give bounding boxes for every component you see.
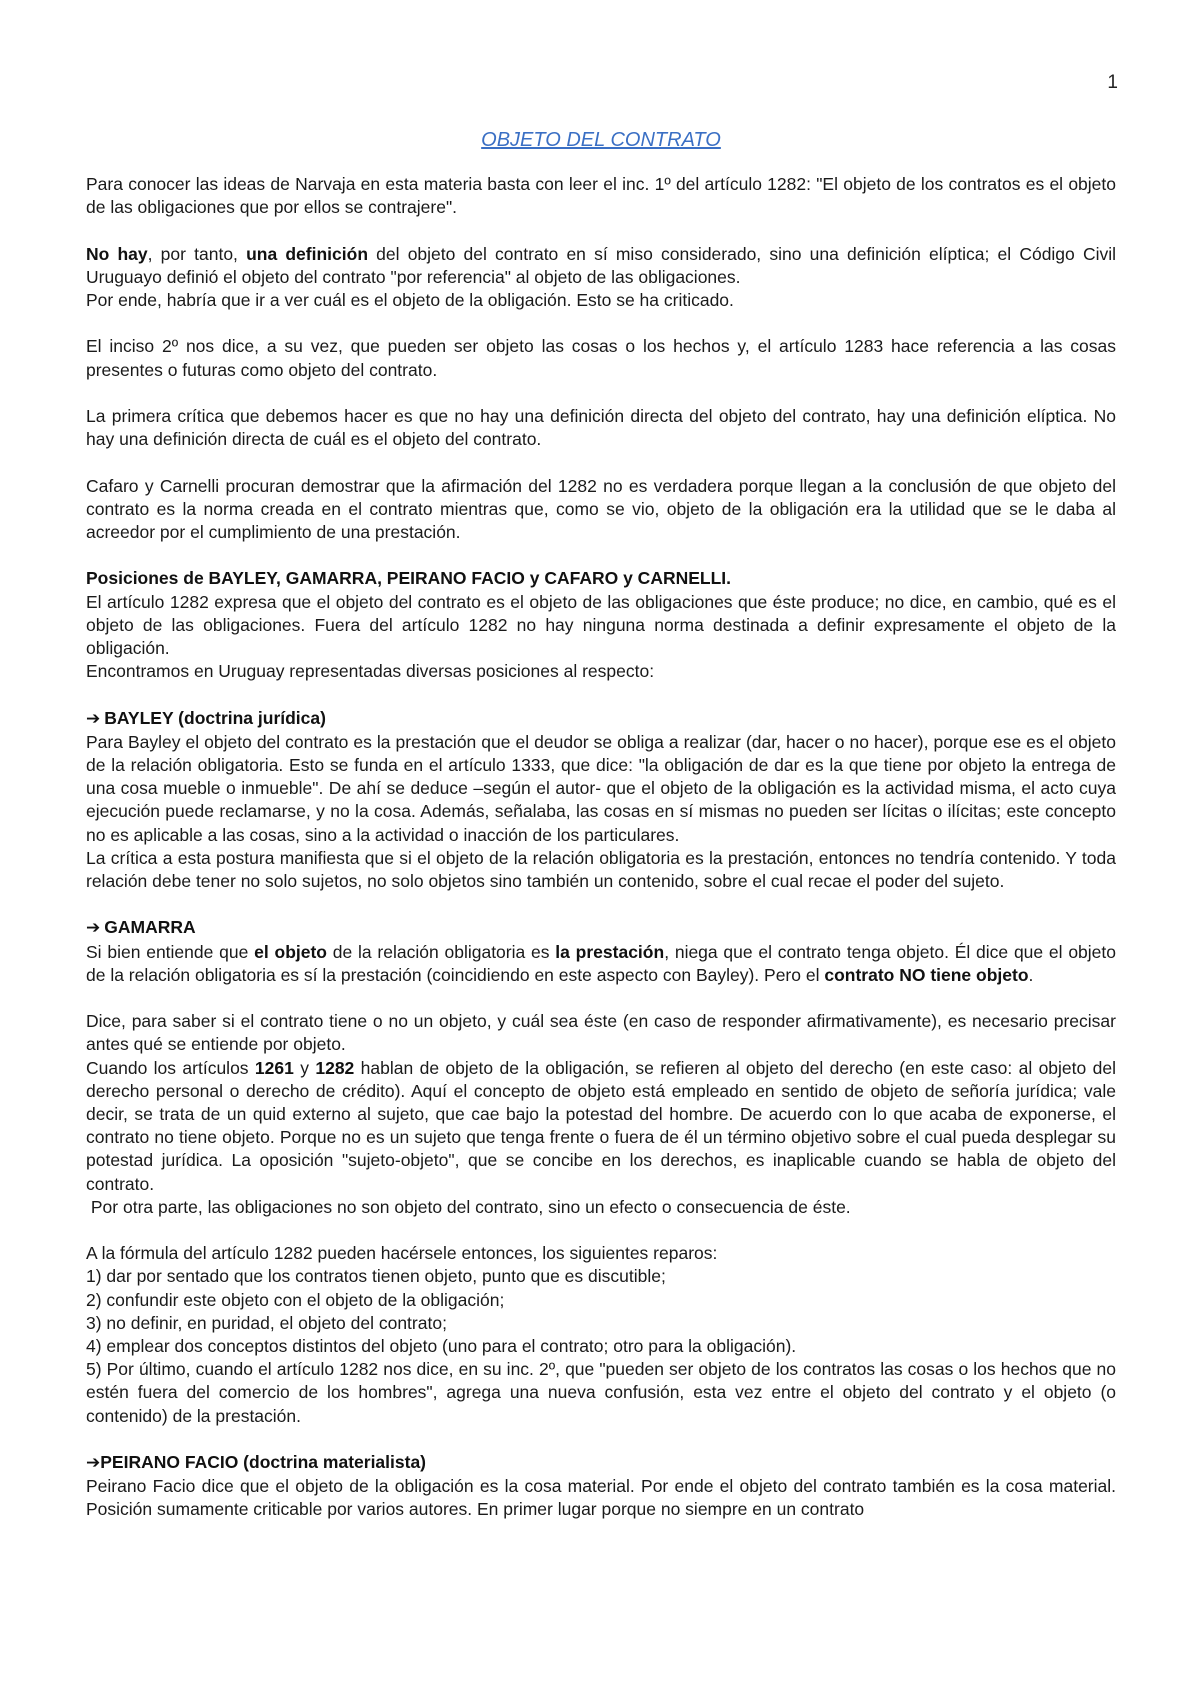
paragraph-gamarra-3: Cuando los artículos 1261 y 1282 hablan de objeto de la obligación, se refieren al objeto del derecho (en este caso: al objeto del derecho personal o derecho de crédito). Aquí el concepto de objeto está empleado en sentido de objeto de señoría jurídica; vale decir, se trata de un quid externo al sujeto, que cae bajo la potestad del hombre. De acuerdo con lo que acaba de exponerse, el contrato no tiene objeto. Porque no es un sujeto que tenga frente o fuera de él un término objetivo sobre el cual pueda desplegar su potestad jurídica. La oposición "sujeto-objeto", que se concibe en los derechos, es inaplicable cuando se habla de objeto del contrato. (86, 1057, 1116, 1194)
paragraph-gamarra-1: Si bien entiende que el objeto de la relación obligatoria es la prestación, niega que el contrato tenga objeto. Él dice que el objeto de la relación obligatoria es sí la prestación (coincidiendo en este aspecto con Bayley). Pero el contrato NO tiene objeto. (86, 941, 1117, 985)
paragraph-posiciones-2: Encontramos en Uruguay representadas diversas posiciones al respecto: (86, 661, 655, 682)
document-body (86, 128, 1116, 1522)
paragraph-intro: Para conocer las ideas de Narvaja en esta materia basta con leer el inc. 1º del artículo 1282: "El objeto de los contratos es el objeto de las obligaciones que por ellos se contrajere". (86, 174, 1116, 218)
paragraph-reparos-intro: A la fórmula del artículo 1282 pueden hacérsele entonces, los siguientes reparos: (86, 1243, 718, 1264)
paragraph-primera-critica: La primera crítica que debemos hacer es que no hay una definición directa del objeto del contrato, hay una definición elíptica. No hay una definición directa de cuál es el objeto del contrato. (86, 405, 1116, 450)
paragraph-inciso: El inciso 2º nos dice, a su vez, que pueden ser objeto las cosas o los hechos y, el artículo 1283 hace referencia a las cosas presentes o futuras como objeto del contrato. (86, 336, 1116, 380)
arrow-right-icon: ➔ (86, 708, 101, 729)
arrow-right-icon: ➔ (86, 1453, 101, 1474)
list-item: 2) confundir este objeto con el objeto de la obligación; (86, 1289, 505, 1310)
page-number: 1 (1107, 72, 1118, 93)
bold-una-definicion: una definición (246, 243, 369, 264)
paragraph-gamarra-4: Por otra parte, las obligaciones no son objeto del contrato, sino un efecto o consecuencia de éste. (86, 1196, 851, 1217)
document-title: OBJETO DEL CONTRATO (481, 129, 721, 151)
paragraph-posiciones-1: El artículo 1282 expresa que el objeto del contrato es el objeto de las obligaciones que éste produce; no dice, en cambio, qué es el objeto de las obligaciones. Fuera del artículo 1282 no hay ninguna norma destinada a definir expresamente el objeto de la obligación. (86, 591, 1116, 658)
section-heading-posiciones: Posiciones de BAYLEY, GAMARRA, PEIRANO FACIO y CAFARO y CARNELLI. (86, 568, 732, 589)
section-heading-bayley: ➔ BAYLEY (doctrina jurídica) (86, 707, 1116, 731)
list-item: 4) emplear dos conceptos distintos del objeto (uno para el contrato; otro para la obligación). (86, 1336, 797, 1357)
arrow-right-icon: ➔ (86, 918, 101, 939)
bold-no-hay: No hay (86, 243, 148, 264)
list-item: 5) Por último, cuando el artículo 1282 nos dice, en su inc. 2º, que "pueden ser objeto de los contratos las cosas o los hechos que no estén fuera del comercio de los hombres", agrega una nueva confusión, esta vez entre el objeto del contrato y el objeto (o contenido) de la prestación. (86, 1359, 1116, 1426)
paragraph-cafaro: Cafaro y Carnelli procuran demostrar que la afirmación del 1282 no es verdadera porque llegan a la conclusión de que objeto del contrato es la norma creada en el contrato mientras que, como se vio, objeto de la obligación era la utilidad que se le daba al acreedor por el cumplimiento de una prestación. (86, 475, 1116, 542)
paragraph-gamarra-2: Dice, para saber si el contrato tiene o no un objeto, y cuál sea éste (en caso de responder afirmativamente), es necesario precisar antes qué se entiende por objeto. (86, 1011, 1116, 1055)
section-heading-gamarra: ➔ GAMARRA (86, 916, 1116, 940)
paragraph-bayley-2: La crítica a esta postura manifiesta que si el objeto de la relación obligatoria es la prestación, entonces no tendría contenido. Y toda relación debe tener no solo sujetos, no solo objetos sino también un contenido, sobre el cual recae el poder del sujeto. (86, 847, 1116, 891)
paragraph-definition: No hay, por tanto, una definición del objeto del contrato en sí miso considerado, sino una definición elíptica; el Código Civil Uruguayo definió el objeto del contrato "por referencia" al objeto de las obligaciones. (86, 243, 1116, 287)
paragraph-peirano-1: Peirano Facio dice que el objeto de la obligación es la cosa material. Por ende el objeto del contrato también es la cosa material. Posición sumamente criticable por varios autores. En primer lugar porque no siempre en un contrato (86, 1476, 1116, 1520)
section-heading-peirano: ➔PEIRANO FACIO (doctrina materialista) (86, 1451, 1116, 1475)
paragraph-bayley-1: Para Bayley el objeto del contrato es la prestación que el deudor se obliga a realizar (dar, hacer o no hacer), porque ese es el objeto de la relación obligatoria. Esto se funda en el artículo 1333, que dice: "la obligación de dar es la que tiene por objeto la entrega de una cosa mueble o inmueble". De ahí se deduce –según el autor- que el objeto de la obligación es la actividad misma, el acto cuya ejecución puede reclamarse, y no la cosa. Además, señalaba, las cosas en sí mismas no pueden ser lícitas o ilícitas; este concepto no es aplicable a las cosas, sino a la actividad o inacción de los particulares. (86, 731, 1116, 845)
list-item: 1) dar por sentado que los contratos tienen objeto, punto que es discutible; (86, 1266, 666, 1287)
list-item: 3) no definir, en puridad, el objeto del contrato; (86, 1312, 447, 1333)
paragraph-por-ende: Por ende, habría que ir a ver cuál es el objeto de la obligación. Esto se ha criticado. (86, 290, 734, 310)
